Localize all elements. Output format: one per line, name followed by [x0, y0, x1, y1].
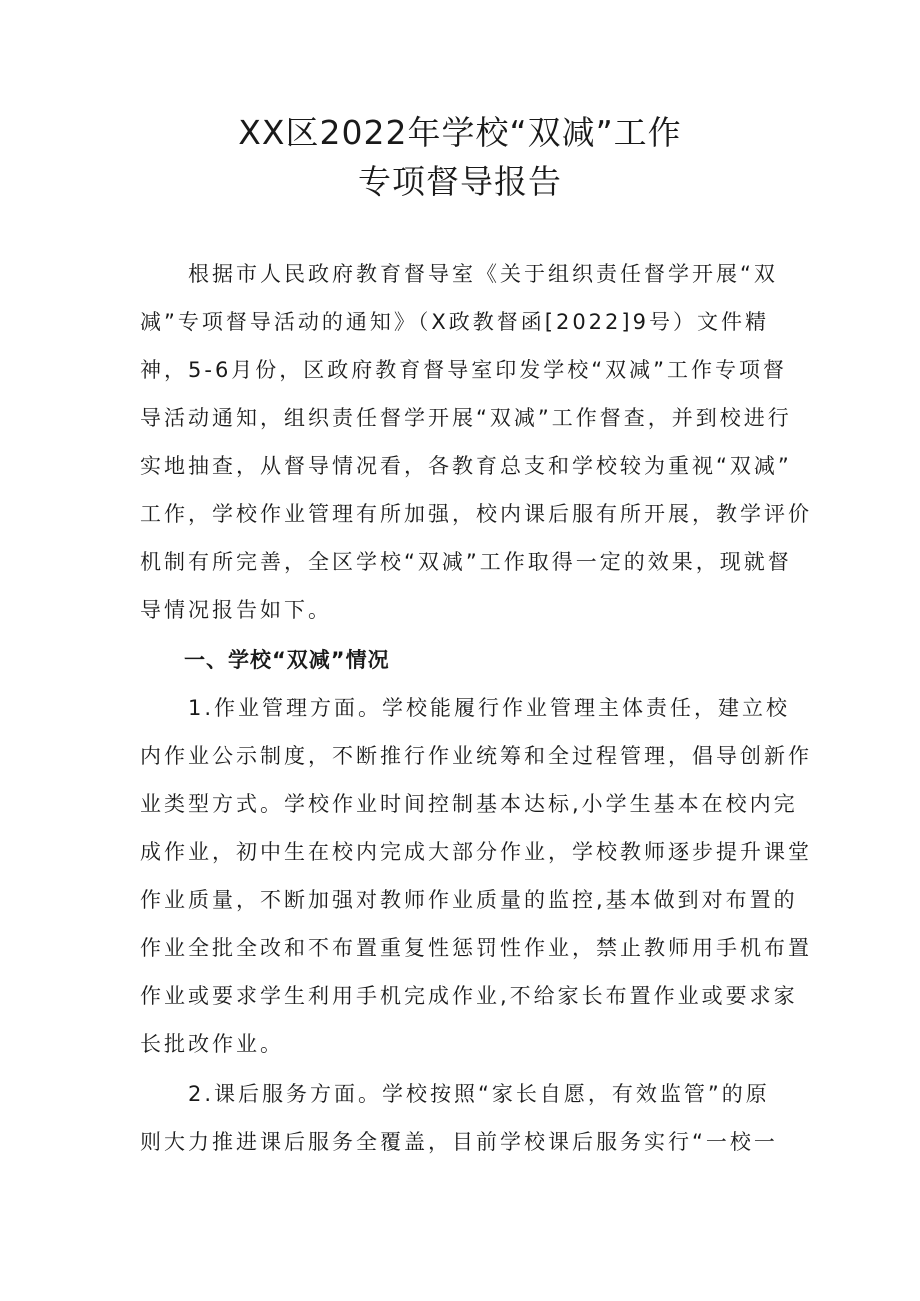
- item1-line: 作业质量，不断加强对教师作业质量的监控,基本做到对布置的: [140, 888, 798, 912]
- document-title-line-2: 专项督导报告: [358, 162, 562, 201]
- item1-line: 作业全批全改和不布置重复性惩罚性作业，禁止教师用手机布置: [140, 936, 812, 960]
- item1-line: 业类型方式。学校作业时间控制基本达标,小学生基本在校内完: [140, 792, 798, 816]
- intro-line: 神，5-6月份，区政府教育督导室印发学校“双减”工作专项督: [140, 358, 788, 382]
- item1-line: 成作业，初中生在校内完成大部分作业，学校教师逐步提升课堂: [140, 840, 812, 864]
- intro-line: 机制有所完善，全区学校“双减”工作取得一定的效果，现就督: [140, 550, 792, 574]
- item1-line: 长批改作业。: [140, 1032, 284, 1056]
- item2-line: 则大力推进课后服务全覆盖，目前学校课后服务实行“一校一: [140, 1130, 778, 1154]
- item1-line: 内作业公示制度，不断推行作业统筹和全过程管理，倡导创新作: [140, 744, 812, 768]
- intro-line: 导情况报告如下。: [140, 598, 332, 622]
- item1-line: 1.作业管理方面。学校能履行作业管理主体责任，建立校: [140, 696, 791, 720]
- item2-line: 2.课后服务方面。学校按照“家长自愿，有效监管”的原: [140, 1082, 770, 1106]
- document-title-line-1: XX区2022年学校“双减”工作: [238, 113, 682, 152]
- intro-line: 导活动通知，组织责任督学开展“双减”工作督查，并到校进行: [140, 406, 792, 430]
- section-heading: 一、学校“双减”情况: [140, 648, 390, 672]
- intro-line: 减”专项督导活动的通知》（X政教督函[2022]9号）文件精: [140, 310, 769, 334]
- intro-line: 实地抽查，从督导情况看，各教育总支和学校较为重视“双减”: [140, 454, 792, 478]
- item1-line: 作业或要求学生利用手机完成作业,不给家长布置作业或要求家: [140, 984, 798, 1008]
- intro-line: 工作，学校作业管理有所加强，校内课后服有所开展，教学评价: [140, 502, 812, 526]
- intro-line: 根据市人民政府教育督导室《关于组织责任督学开展“双: [140, 262, 778, 286]
